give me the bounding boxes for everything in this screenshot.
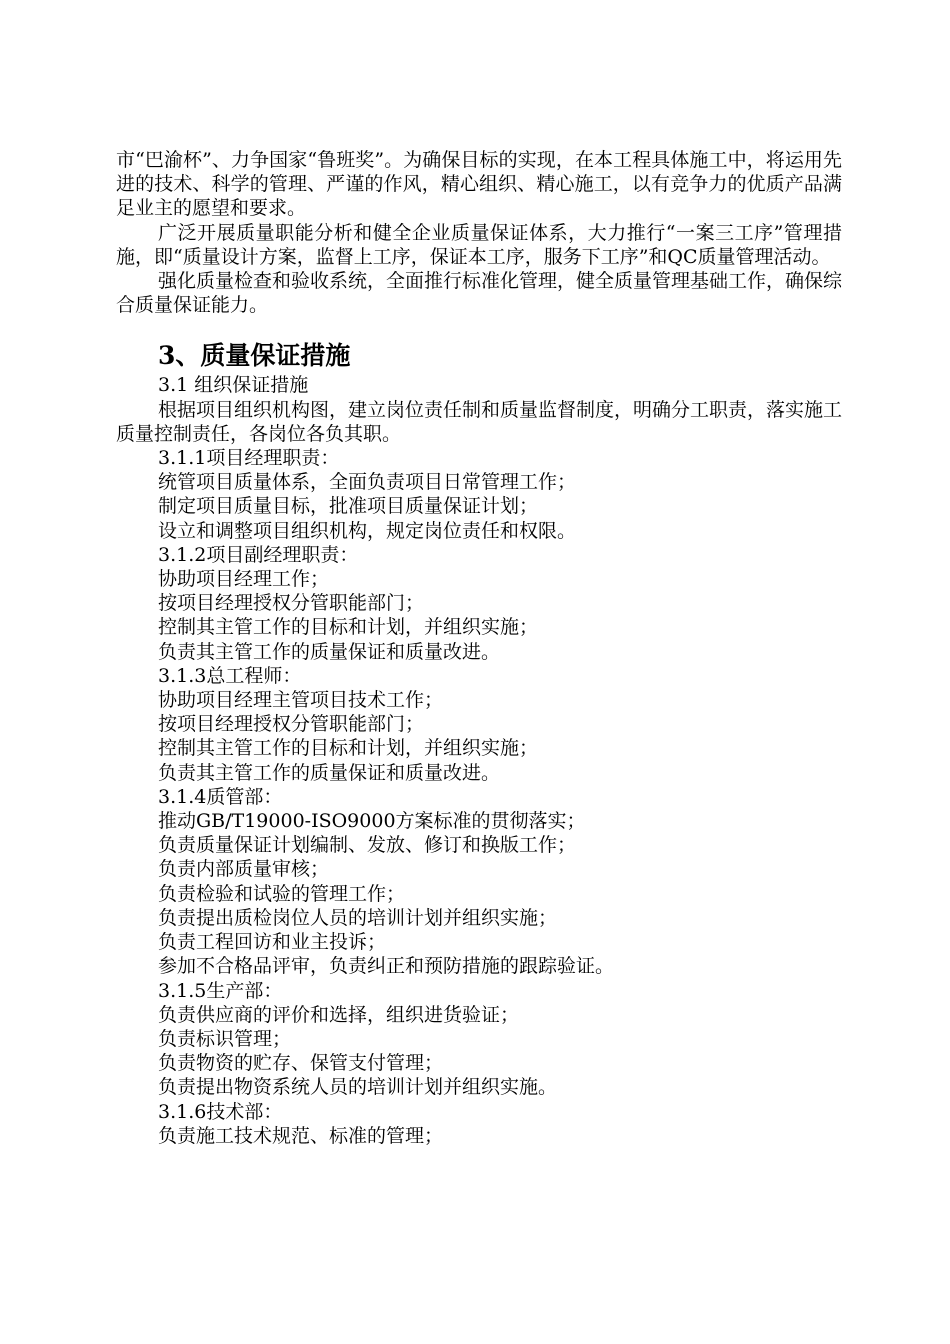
- duty-item: 负责检验和试验的管理工作；: [158, 882, 406, 905]
- section-heading: 3、质量保证措施: [158, 341, 351, 371]
- intro-paragraph-1: 市“巴渝杯”、力争国家“鲁班奖”。为确保目标的实现，在本工程具体施工中，将运用先进的技术、科学的管理、严谨的作风，精心组织、精心施工，以有竞争力的优质产品满足业主的愿望和要求。: [116, 149, 842, 220]
- intro-paragraph-3: 强化质量检查和验收系统，全面推行标准化管理，健全质量管理基础工作，确保综合质量保证能力。: [116, 270, 843, 317]
- duty-item: 负责供应商的评价和选择，组织进货验证；: [158, 1003, 520, 1026]
- duty-item: 控制其主管工作的目标和计划，并组织实施；: [158, 616, 539, 639]
- role-title: 3.1.5生产部：: [158, 979, 283, 1002]
- duty-item: 参加不合格品评审，负责纠正和预防措施的跟踪验证。: [158, 955, 615, 978]
- duty-item: 负责工程回访和业主投诉；: [158, 931, 387, 954]
- duty-item: 按项目经理授权分管职能部门；: [158, 592, 425, 615]
- role-list: [116, 446, 842, 1148]
- duty-item: 负责施工技术规范、标准的管理；: [158, 1124, 444, 1147]
- sub-heading: 3.1 组织保证措施: [158, 374, 309, 397]
- section-intro: 根据项目组织机构图，建立岗位责任制和质量监督制度，明确分工职责，落实施工质量控制责任，各岗位各负其职。: [116, 398, 843, 445]
- role-title: 3.1.2项目副经理职责：: [158, 543, 359, 566]
- intro-paragraph-2: 广泛开展质量职能分析和健全企业质量保证体系，大力推行“一案三工序”管理措施，即“质量设计方案，监督上工序，保证本工序，服务下工序”和QC质量管理活动。: [116, 221, 842, 268]
- duty-item: 按项目经理授权分管职能部门；: [158, 713, 425, 736]
- duty-item: 设立和调整项目组织机构，规定岗位责任和权限。: [158, 519, 577, 542]
- role-title: 3.1.3总工程师：: [158, 664, 302, 687]
- duty-item: 制定项目质量目标，批准项目质量保证计划；: [158, 495, 539, 518]
- duty-item: 负责其主管工作的质量保证和质量改进。: [158, 640, 501, 663]
- duty-item: 负责其主管工作的质量保证和质量改进。: [158, 761, 501, 784]
- duty-item: 负责物资的贮存、保管支付管理；: [158, 1052, 444, 1075]
- duty-item: 控制其主管工作的目标和计划，并组织实施；: [158, 737, 539, 760]
- duty-item: 负责标识管理；: [158, 1027, 292, 1050]
- duty-item: 负责质量保证计划编制、发放、修订和换版工作；: [158, 834, 577, 857]
- duty-item: 协助项目经理主管项目技术工作；: [158, 689, 444, 712]
- duty-item: 负责提出物资系统人员的培训计划并组织实施。: [158, 1076, 558, 1099]
- document-page: [116, 148, 842, 1148]
- role-title: 3.1.6技术部：: [158, 1100, 283, 1123]
- role-title: 3.1.1项目经理职责：: [158, 447, 340, 470]
- duty-item: 负责提出质检岗位人员的培训计划并组织实施；: [158, 906, 558, 929]
- duty-item: 协助项目经理工作；: [158, 568, 330, 591]
- duty-item: 统管项目质量体系，全面负责项目日常管理工作；: [158, 471, 577, 494]
- duty-item: 推动GB/T19000-ISO9000方案标准的贯彻落实；: [158, 810, 586, 833]
- role-title: 3.1.4质管部：: [158, 785, 283, 808]
- duty-item: 负责内部质量审核；: [158, 858, 330, 881]
